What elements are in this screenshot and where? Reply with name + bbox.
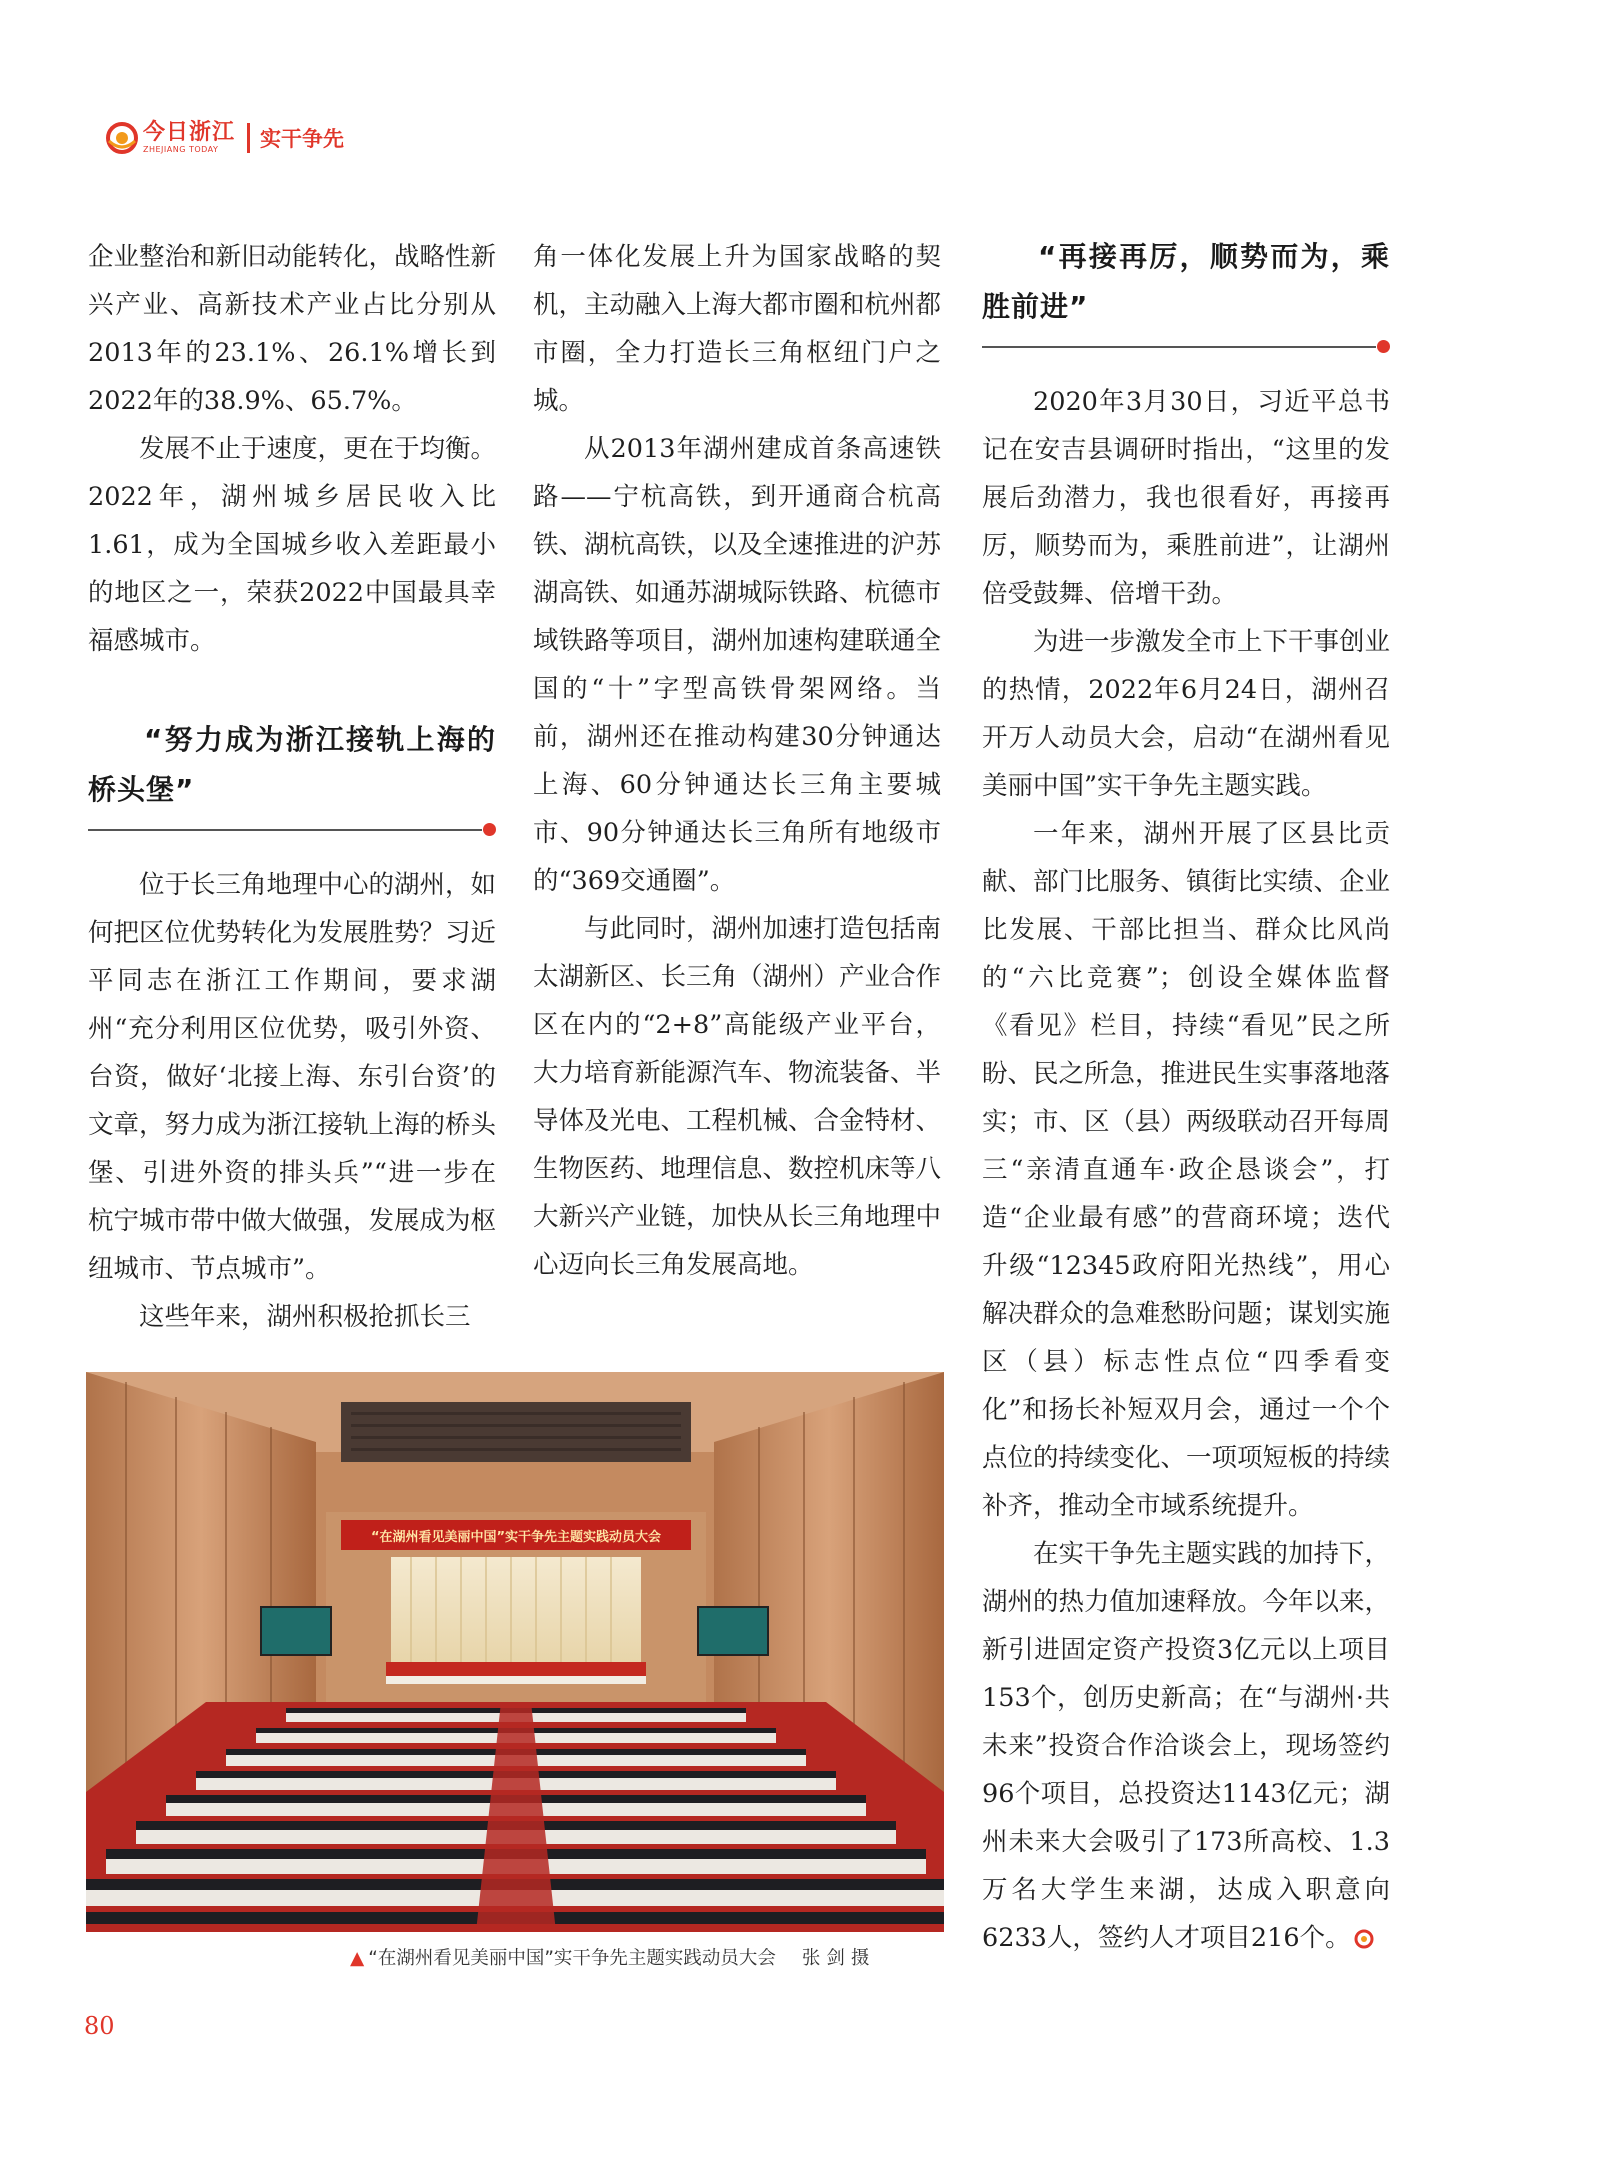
subheading: “再接再厉，顺势而为，乘胜前进” bbox=[982, 240, 1390, 323]
red-dot-icon bbox=[483, 823, 496, 836]
paragraph-text: 在实干争先主题实践的加持下，湖州的热力值加速释放。今年以来，新引进固定资产投资3亿元以上项目153个，创历史新高；在“与湖州·共未来”投资合作洽谈会上，现场签约96个项目，总投资达1143亿元；湖州未来大会吸引了173所高校、1.3万名大学生来湖，达成入职意向6233人，签约人才项目216个。 bbox=[982, 1539, 1391, 1953]
paragraph bbox=[982, 1530, 1390, 1962]
paragraph: 发展不止于速度，更在于均衡。2022年，湖州城乡居民收入比1.61，成为全国城乡收入差距最小的地区之一，荣获2022中国最具幸福感城市。 bbox=[88, 434, 497, 656]
logo-name: 今日浙江 bbox=[143, 120, 236, 145]
stage-banner-text: “在湖州看见美丽中国”实干争先主题实践动员大会 bbox=[370, 1530, 662, 1545]
logo-text bbox=[143, 122, 235, 154]
zhejiang-today-logo-icon bbox=[105, 121, 139, 155]
column-2 bbox=[533, 233, 941, 1289]
column-1 bbox=[88, 233, 496, 1341]
masthead bbox=[105, 118, 344, 158]
photo-caption bbox=[350, 1944, 875, 1970]
column-3 bbox=[982, 232, 1390, 1962]
page-number: 80 bbox=[84, 2012, 115, 2040]
paragraph: 企业整治和新旧动能转化，战略性新兴产业、高新技术产业占比分别从2013年的23.1%、26.1%增长到2022年的38.9%、65.7%。 bbox=[88, 242, 497, 416]
paragraph: 这些年来，湖州积极抢抓长三 bbox=[139, 1302, 471, 1332]
conference-photo bbox=[86, 1372, 944, 1932]
header-divider bbox=[247, 123, 250, 153]
heading-rule bbox=[982, 340, 1390, 352]
end-mark-icon bbox=[1353, 1928, 1375, 1950]
caption-text: “在湖州看见美丽中国”实干争先主题实践动员大会 bbox=[368, 1948, 776, 1969]
paragraph: 2020年3月30日，习近平总书记在安吉县调研时指出，“这里的发展后劲潜力，我也很看好，再接再厉，顺势而为，乘胜前进”，让湖州倍受鼓舞、倍增干劲。 bbox=[982, 387, 1390, 609]
heading-rule bbox=[88, 823, 496, 835]
red-dot-icon bbox=[1377, 340, 1390, 353]
paragraph: 位于长三角地理中心的湖州，如何把区位优势转化为发展胜势？习近平同志在浙江工作期间，要求湖州“充分利用区位优势，吸引外资、台资，做好‘北接上海、东引台资’的文章，努力成为浙江接轨上海的桥头堡、引进外资的排头兵”“进一步在杭宁城市带中做大做强，发展成为枢纽城市、节点城市”。 bbox=[88, 870, 497, 1284]
paragraph: 角一体化发展上升为国家战略的契机，主动融入上海大都市圈和杭州都市圈，全力打造长三角枢纽门户之城。 bbox=[533, 242, 942, 416]
subheading: “努力成为浙江接轨上海的桥头堡” bbox=[88, 723, 496, 806]
paragraph: 与此同时，湖州加速打造包括南太湖新区、长三角（湖州）产业合作区在内的“2+8”高能级产业平台，大力培育新能源汽车、物流装备、半导体及光电、工程机械、合金特材、生物医药、地理信息、数控机床等八大新兴产业链，加快从长三角地理中心迈向长三角发展高地。 bbox=[533, 914, 942, 1280]
paragraph: 从2013年湖州建成首条高速铁路——宁杭高铁，到开通商合杭高铁、湖杭高铁，以及全速推进的沪苏湖高铁、如通苏湖城际铁路、杭德市域铁路等项目，湖州加速构建联通全国的“十”字型高铁骨架网络。当前，湖州还在推动构建30分钟通达上海、60分钟通达长三角主要城市、90分钟通达长三角所有地级市的“369交通圈”。 bbox=[533, 434, 942, 896]
caption-triangle-icon: ▲ bbox=[350, 1948, 365, 1969]
logo-english: ZHEJIANG TODAY bbox=[143, 145, 219, 154]
section-label: 实干争先 bbox=[260, 127, 345, 151]
paragraph: 为进一步激发全市上下干事创业的热情，2022年6月24日，湖州召开万人动员大会，启动“在湖州看见美丽中国”实干争先主题实践。 bbox=[982, 627, 1391, 801]
paragraph: 一年来，湖州开展了区县比贡献、部门比服务、镇街比实绩、企业比发展、干部比担当、群众比风尚的“六比竞赛”；创设全媒体监督《看见》栏目，持续“看见”民之所盼、民之所急，推进民生实事落地落实；市、区（县）两级联动召开每周三“亲清直通车·政企恳谈会”，打造“企业最有感”的营商环境；迭代升级“12345政府阳光热线”，用心解决群众的急难愁盼问题；谋划实施区（县）标志性点位“四季看变化”和扬长补短双月会，通过一个个点位的持续变化、一项项短板的持续补齐，推动全市域系统提升。 bbox=[982, 819, 1391, 1521]
photo-credit: 张剑摄 bbox=[801, 1948, 876, 1969]
